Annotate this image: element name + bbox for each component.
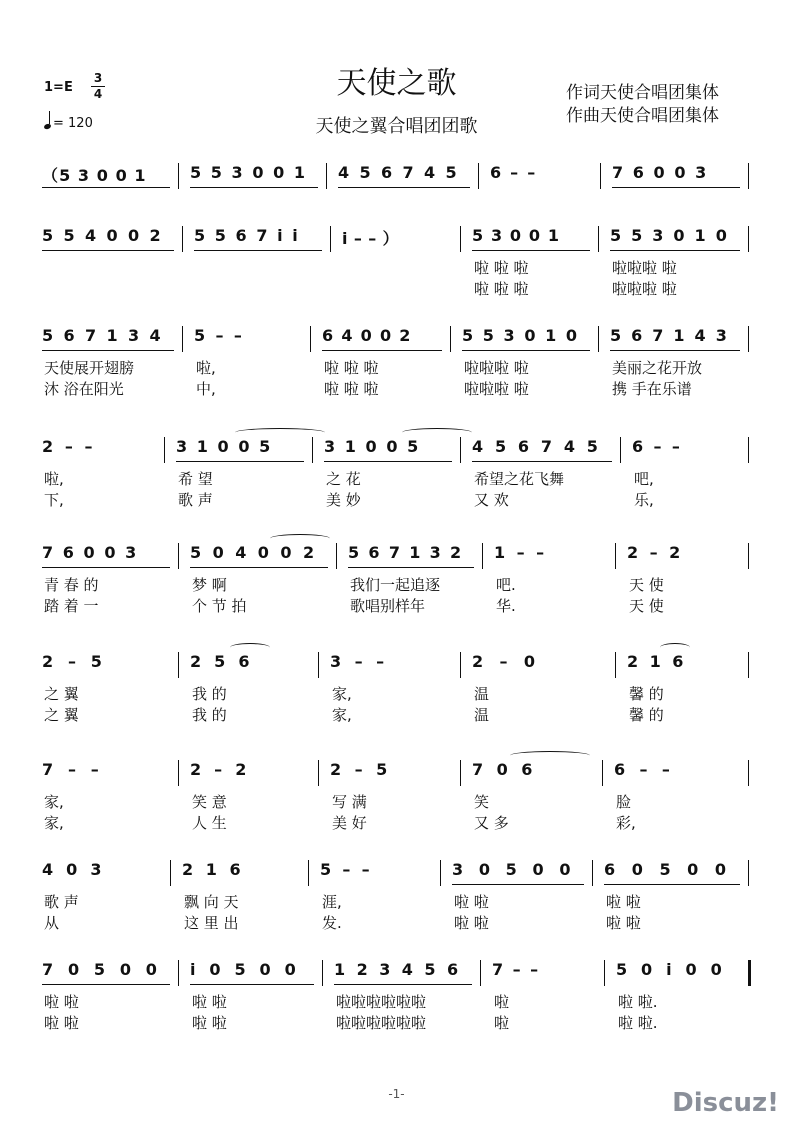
- barline: [460, 760, 461, 786]
- lyric-verse-2: 携 手在乐谱: [612, 380, 692, 398]
- credits: [566, 82, 719, 128]
- barline: [330, 226, 331, 252]
- lyric-verse-2: 从: [44, 914, 60, 932]
- lyric-verse-2: 啦 啦 啦: [474, 280, 529, 298]
- barline: [615, 652, 616, 678]
- measure-notes: 5 5 4 0 0 2: [42, 226, 174, 248]
- lyric-verse-1: 之 花: [326, 470, 361, 488]
- lyric-verse-1: 馨 的: [629, 685, 664, 703]
- lyric-verse-2: 彩,: [616, 814, 636, 832]
- lyric-verse-1: 希望之花飞舞: [474, 470, 565, 488]
- lyric-verse-2: 美 妙: [326, 491, 361, 509]
- lyric-verse-1: 我们一起追逐: [350, 576, 441, 594]
- time-signature-top: 3: [93, 71, 103, 85]
- measure-notes: 5 5 6 7 i i: [194, 226, 322, 248]
- barline: [178, 163, 179, 189]
- beam-line: [194, 250, 322, 251]
- measure-notes: 6 – –: [490, 163, 537, 182]
- barline: [460, 437, 461, 463]
- lyric-verse-2: 美 好: [332, 814, 367, 832]
- lyric-verse-2: 歌唱别样年: [350, 597, 426, 615]
- barline: [182, 226, 183, 252]
- barline: [748, 652, 749, 678]
- lyric-verse-1: 歌 声: [44, 893, 79, 911]
- lyric-verse-2: 温: [474, 706, 490, 724]
- measure-notes: 5 6 7 1 4 3: [610, 326, 740, 348]
- lyric-verse-1: 脸: [616, 793, 632, 811]
- barline: [312, 437, 313, 463]
- barline: [182, 326, 183, 352]
- lyric-verse-2: 天 使: [629, 597, 664, 615]
- lyric-verse-1: 啦 啦: [606, 893, 641, 911]
- quarter-note-icon: [43, 123, 51, 130]
- lyric-verse-1: 写 满: [332, 793, 367, 811]
- lyric-verse-2: 又 欢: [474, 491, 509, 509]
- lyric-verse-1: 啦啦啦 啦: [612, 259, 677, 277]
- beam-line: [610, 350, 740, 351]
- beam-line: [348, 567, 474, 568]
- tie-arc: [402, 428, 472, 437]
- measure-notes: 7 – –: [42, 760, 104, 779]
- barline: [748, 226, 749, 252]
- lyric-verse-2: 之 翼: [44, 706, 79, 724]
- lyric-verse-1: 啦 啦: [454, 893, 489, 911]
- barline: [748, 163, 749, 189]
- lyric-verse-1: 啦,: [196, 359, 216, 377]
- tempo-value: = 120: [53, 116, 93, 131]
- measure-notes: 2 – 5: [330, 760, 392, 779]
- beam-line: [176, 461, 304, 462]
- measure-notes: 5 – –: [194, 326, 245, 345]
- measure-notes: 2 – –: [42, 437, 96, 456]
- barline: [170, 860, 171, 886]
- measure-notes: 2 1 6: [627, 652, 687, 671]
- measure-notes: 7 6 0 0 3: [42, 543, 170, 565]
- barline: [326, 163, 327, 189]
- lyric-verse-2: 歌 声: [178, 491, 213, 509]
- measure-notes: 7 6 0 0 3: [612, 163, 740, 185]
- measure-notes: 4 0 3: [42, 860, 106, 879]
- measure-notes: 3 1 0 0 5: [324, 437, 452, 459]
- lyric-verse-1: 梦 啊: [192, 576, 227, 594]
- time-signature-bottom: 4: [93, 87, 103, 101]
- lyric-verse-2: 啦 啦 啦: [324, 380, 379, 398]
- measure-notes: 3 1 0 0 5: [176, 437, 304, 459]
- lyric-verse-1: 啦啦啦 啦: [464, 359, 529, 377]
- lyric-verse-2: 个 节 拍: [192, 597, 247, 615]
- note-stem-icon: [49, 111, 50, 124]
- measure-notes: 2 1 6: [182, 860, 245, 879]
- barline: [748, 326, 749, 352]
- measure-notes: 1 2 3 4 5 6: [334, 960, 472, 982]
- measure-notes: 5 0 i 0 0: [616, 960, 726, 979]
- lyric-verse-2: 发.: [322, 914, 342, 932]
- beam-line: [472, 461, 612, 462]
- watermark: Discuz!: [672, 1088, 779, 1118]
- lyric-verse-2: 华.: [496, 597, 516, 615]
- measure-notes: 3 0 5 0 0: [452, 860, 584, 882]
- beam-line: [190, 567, 328, 568]
- lyric-verse-1: 笑: [474, 793, 490, 811]
- beam-line: [190, 187, 318, 188]
- barline: [478, 163, 479, 189]
- beam-line: [42, 187, 170, 188]
- measure-notes: 2 – 0: [472, 652, 541, 671]
- barline: [598, 326, 599, 352]
- lyric-verse-1: 天使展开翅膀: [44, 359, 135, 377]
- lyric-verse-1: 啦,: [44, 470, 64, 488]
- measure-notes: 3 – –: [330, 652, 389, 671]
- beam-line: [462, 350, 590, 351]
- tempo-mark: [44, 114, 93, 131]
- measure-notes: 4 5 6 7 4 5: [338, 163, 470, 185]
- measure-notes: 1 – –: [494, 543, 548, 562]
- song-title: 天使之歌: [336, 66, 457, 101]
- lyric-verse-1: 我 的: [192, 685, 227, 703]
- tie-arc: [510, 751, 590, 760]
- measure-notes: i – – ）: [342, 229, 399, 248]
- barline: [164, 437, 165, 463]
- lyric-verse-1: 啦 啦 啦: [474, 259, 529, 277]
- barline: [480, 960, 481, 986]
- lyric-verse-2: 啦: [494, 1014, 510, 1032]
- beam-line: [322, 350, 442, 351]
- beam-line: [612, 187, 740, 188]
- barline: [450, 326, 451, 352]
- barline: [318, 652, 319, 678]
- measure-notes: 6 4 0 0 2: [322, 326, 442, 348]
- lyric-verse-2: 踏 着 一: [44, 597, 99, 615]
- beam-line: [42, 250, 174, 251]
- barline: [600, 163, 601, 189]
- barline: [178, 652, 179, 678]
- beam-line: [472, 250, 590, 251]
- lyricist: 作词天使合唱团集体: [566, 83, 719, 103]
- lyric-verse-1: 吧.: [496, 576, 516, 594]
- lyric-verse-2: 啦 啦.: [618, 1014, 658, 1032]
- beam-line: [338, 187, 470, 188]
- barline: [178, 543, 179, 569]
- measure-notes: 6 – –: [632, 437, 683, 456]
- lyric-verse-1: 笑 意: [192, 793, 227, 811]
- measure-notes: 5 3 0 0 1: [472, 226, 590, 248]
- lyric-verse-2: 家,: [44, 814, 64, 832]
- lyric-verse-1: 家,: [332, 685, 352, 703]
- beam-line: [604, 884, 740, 885]
- barline: [748, 543, 749, 569]
- lyric-verse-2: 啦 啦: [44, 1014, 79, 1032]
- lyric-verse-2: 中,: [196, 380, 216, 398]
- measure-notes: 5 6 7 1 3 2: [348, 543, 474, 565]
- beam-line: [42, 567, 170, 568]
- tie-arc: [270, 534, 330, 543]
- lyric-verse-2: 我 的: [192, 706, 227, 724]
- measure-notes: 2 5 6: [190, 652, 254, 671]
- barline: [178, 960, 179, 986]
- song-subtitle: 天使之翼合唱团团歌: [315, 116, 478, 137]
- lyric-verse-2: 啦 啦: [606, 914, 641, 932]
- measure-notes: 7 0 5 0 0: [42, 960, 170, 982]
- barline: [318, 760, 319, 786]
- barline: [308, 860, 309, 886]
- lyric-verse-1: 天 使: [629, 576, 664, 594]
- tie-arc: [660, 643, 690, 652]
- barline: [482, 543, 483, 569]
- measure-notes: 4 5 6 7 4 5: [472, 437, 612, 459]
- lyric-verse-2: 人 生: [192, 814, 227, 832]
- lyric-verse-2: 啦啦啦 啦: [464, 380, 529, 398]
- measure-notes: 5 6 7 1 3 4: [42, 326, 174, 348]
- measure-notes: 5 0 4 0 0 2: [190, 543, 328, 565]
- lyric-verse-1: 啦 啦.: [618, 993, 658, 1011]
- lyric-verse-2: 馨 的: [629, 706, 664, 724]
- barline: [440, 860, 441, 886]
- measure-notes: 5 5 3 0 1 0: [462, 326, 590, 348]
- lyric-verse-2: 沐 浴在阳光: [44, 380, 124, 398]
- barline: [748, 860, 749, 886]
- measure-notes: 5 5 3 0 1 0: [610, 226, 740, 248]
- lyric-verse-1: 啦啦啦啦啦啦: [336, 993, 427, 1011]
- measure-notes: 6 – –: [614, 760, 675, 779]
- measure-notes: 5 5 3 0 0 1: [190, 163, 318, 185]
- barline: [602, 760, 603, 786]
- lyric-verse-2: 乐,: [634, 491, 654, 509]
- barline: [620, 437, 621, 463]
- barline: [322, 960, 323, 986]
- measure-notes: 2 – 2: [190, 760, 251, 779]
- barline: [748, 960, 751, 986]
- composer: 作曲天使合唱团集体: [566, 106, 719, 126]
- tie-arc: [230, 643, 270, 652]
- lyric-verse-1: 飘 向 天: [184, 893, 239, 911]
- beam-line: [452, 884, 584, 885]
- barline: [615, 543, 616, 569]
- lyric-verse-2: 下,: [44, 491, 64, 509]
- lyric-verse-1: 啦: [494, 993, 510, 1011]
- measure-notes: 6 0 5 0 0: [604, 860, 740, 882]
- page-number: -1-: [388, 1087, 405, 1101]
- barline: [604, 960, 605, 986]
- barline: [310, 326, 311, 352]
- lyric-verse-2: 啦啦啦啦啦啦: [336, 1014, 427, 1032]
- barline: [748, 437, 749, 463]
- barline: [460, 226, 461, 252]
- lyric-verse-2: 啦 啦: [454, 914, 489, 932]
- barline: [336, 543, 337, 569]
- measure-notes: i 0 5 0 0: [190, 960, 314, 982]
- barline: [178, 760, 179, 786]
- lyric-verse-1: 啦 啦 啦: [324, 359, 379, 377]
- tie-arc: [235, 428, 325, 437]
- lyric-verse-2: 啦 啦: [192, 1014, 227, 1032]
- lyric-verse-1: 之 翼: [44, 685, 79, 703]
- measure-notes: 2 – 2: [627, 543, 684, 562]
- barline: [592, 860, 593, 886]
- lyric-verse-2: 又 多: [474, 814, 509, 832]
- beam-line: [334, 984, 472, 985]
- beam-line: [42, 350, 174, 351]
- measure-notes: 7 0 6: [472, 760, 537, 779]
- measure-notes: （5 3 0 0 1: [42, 163, 170, 185]
- barline: [460, 652, 461, 678]
- lyric-verse-1: 啦 啦: [44, 993, 79, 1011]
- lyric-verse-1: 涯,: [322, 893, 342, 911]
- measure-notes: 5 – –: [320, 860, 373, 879]
- beam-line: [190, 984, 314, 985]
- lyric-verse-1: 温: [474, 685, 490, 703]
- measure-notes: 2 – 5: [42, 652, 107, 671]
- lyric-verse-1: 吧,: [634, 470, 654, 488]
- lyric-verse-1: 希 望: [178, 470, 213, 488]
- beam-line: [324, 461, 452, 462]
- measure-notes: 7 – –: [492, 960, 541, 979]
- lyric-verse-1: 青 春 的: [44, 576, 99, 594]
- lyric-verse-2: 啦啦啦 啦: [612, 280, 677, 298]
- lyric-verse-2: 这 里 出: [184, 914, 239, 932]
- beam-line: [42, 984, 170, 985]
- lyric-verse-1: 家,: [44, 793, 64, 811]
- barline: [598, 226, 599, 252]
- lyric-verse-1: 啦 啦: [192, 993, 227, 1011]
- time-signature: [91, 72, 105, 101]
- key-signature: 1=E: [44, 80, 73, 95]
- lyric-verse-1: 美丽之花开放: [612, 359, 703, 377]
- beam-line: [610, 250, 740, 251]
- lyric-verse-2: 家,: [332, 706, 352, 724]
- barline: [748, 760, 749, 786]
